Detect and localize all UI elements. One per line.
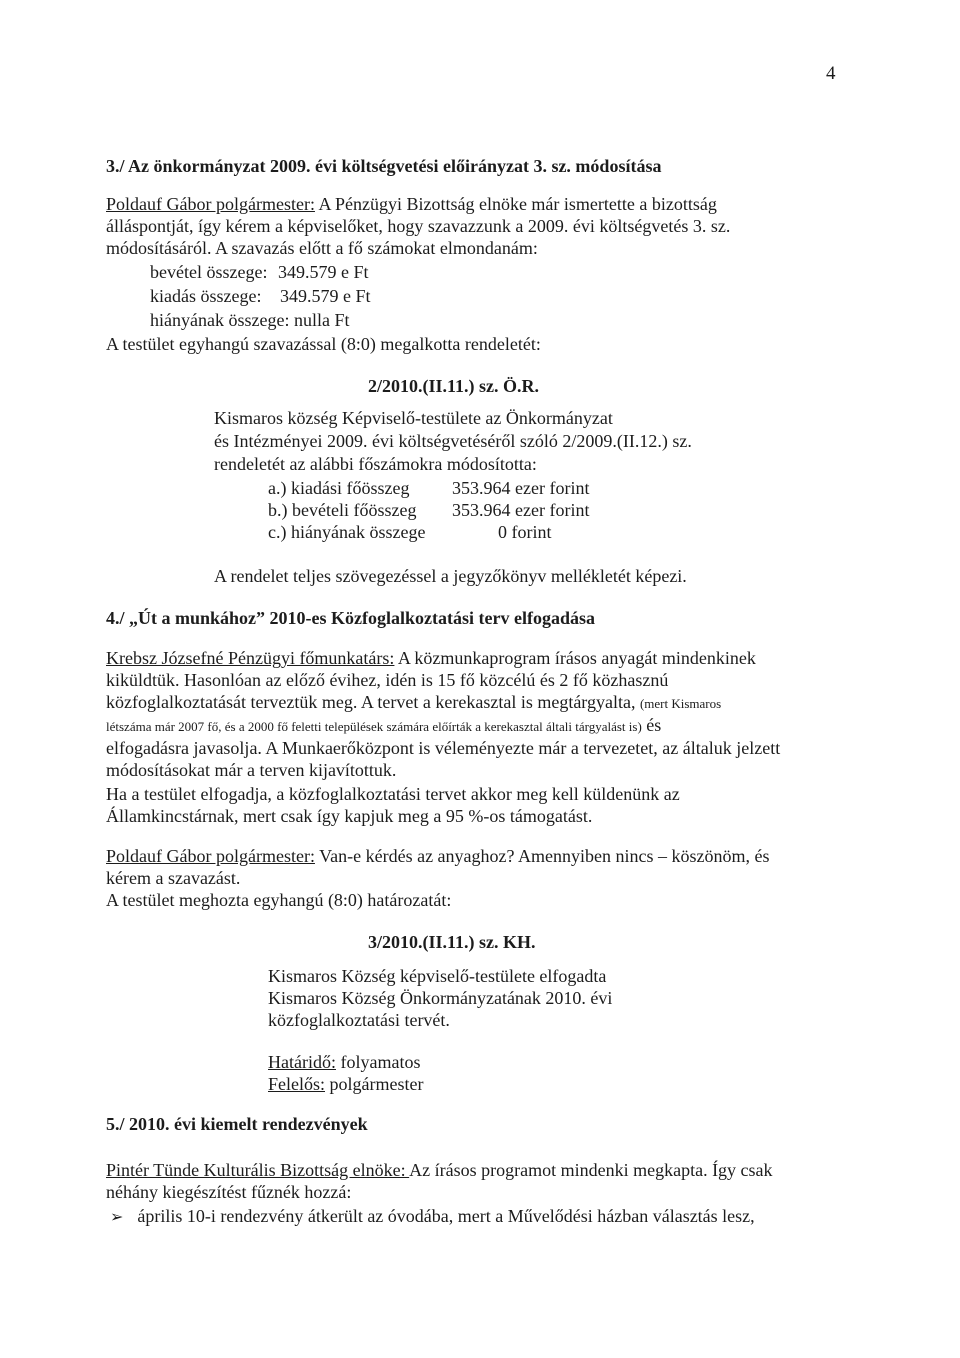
speaker-name: Krebsz Józsefné Pénzügyi főmunkatárs: xyxy=(106,648,395,668)
sec4-line-8: Államkincstárnak, mert csak így kapjuk meg a 95 %-os támogatást. xyxy=(106,806,593,826)
decree-line-3: rendeletét az alábbi főszámokra módosította: xyxy=(214,454,537,474)
sec4-line-9 xyxy=(106,846,770,866)
speaker-name: Pintér Tünde Kulturális Bizottság elnöke: xyxy=(106,1160,410,1180)
deadline-value: folyamatos xyxy=(335,1052,421,1072)
responsible-label: Felelős: xyxy=(268,1074,325,1094)
bevetel-row xyxy=(150,262,368,282)
decree-item-b xyxy=(268,500,416,520)
bullet-item xyxy=(110,1206,755,1228)
sec4-line-11: A testület meghozta egyhangú (8:0) határozatát: xyxy=(106,890,452,910)
paragraph-text: Van-e kérdés az anyaghoz? Amennyiben nincs – köszönöm, és xyxy=(314,846,770,866)
responsible-value: polgármester xyxy=(325,1074,424,1094)
resolution-title: 3/2010.(II.11.) sz. KH. xyxy=(368,932,536,952)
kiadas-label: kiadás összege: xyxy=(150,286,262,306)
decree-item-a xyxy=(268,478,409,498)
decree-line-2: és Intézményei 2009. évi költségvetéséről szóló 2/2009.(II.12.) sz. xyxy=(214,431,692,451)
hiany-row: hiányának összege: nulla Ft xyxy=(150,310,350,330)
item-b-label: b.) bevételi főösszeg xyxy=(268,500,417,520)
section-5-heading: 5./ 2010. évi kiemelt rendezvények xyxy=(106,1114,368,1134)
item-c-value: 0 forint xyxy=(498,522,552,542)
paragraph-note: létszáma már 2007 fő, és a 2000 fő feletti települések számára előírták a kerekasztal általi tárgyalást is) xyxy=(106,719,642,734)
deadline-label: Határidő: xyxy=(268,1052,336,1072)
speaker-name: Poldauf Gábor polgármester: xyxy=(106,194,315,214)
sec3-paragraph-line-2: álláspontját, így kérem a képviselőket, hogy szavazzunk a 2009. évi költségvetés 3. sz. xyxy=(106,216,731,236)
decree-item-c xyxy=(268,522,425,542)
sec4-line-6: módosításokat már a terven kijavítottuk. xyxy=(106,760,397,780)
decree-line-1: Kismaros község Képviselő-testülete az Önkormányzat xyxy=(214,408,613,428)
sec5-line-1 xyxy=(106,1160,773,1180)
paragraph-text: Az írásos programot mindenki megkapta. Így csak xyxy=(409,1160,773,1180)
decree-title: 2/2010.(II.11.) sz. Ö.R. xyxy=(368,376,539,396)
kiadas-row xyxy=(150,286,370,306)
sec4-line-1 xyxy=(106,648,756,668)
sec4-line-5: elfogadásra javasolja. A Munkaerőközpont is véleményezte már a tervezetet, az általuk jelzett xyxy=(106,738,781,758)
paragraph-text: és xyxy=(641,715,662,735)
sec3-paragraph-line-3: módosításáról. A szavazás előtt a fő számokat elmondanám: xyxy=(106,238,538,258)
sec4-line-10: kérem a szavazást. xyxy=(106,868,241,888)
speaker-name: Poldauf Gábor polgármester: xyxy=(106,846,315,866)
arrow-bullet-icon: ➢ xyxy=(110,1209,124,1226)
section-4-heading: 4./ „Út a munkához” 2010-es Közfoglalkoztatási terv elfogadása xyxy=(106,608,595,628)
bevetel-label: bevétel összege: xyxy=(150,262,268,282)
paragraph-text: A Pénzügyi Bizottság elnöke már ismertette a bizottság xyxy=(314,194,717,214)
resolution-line-3: közfoglalkoztatási tervét. xyxy=(268,1010,450,1030)
bullet-text: április 10-i rendezvény átkerült az óvodába, mert a Művelődési házban választás lesz, xyxy=(137,1206,755,1226)
vote-sentence: A testület egyhangú szavazással (8:0) megalkotta rendeletét: xyxy=(106,334,541,354)
kiadas-value: 349.579 e Ft xyxy=(279,286,371,306)
sec4-line-7: Ha a testület elfogadja, a közfoglalkoztatási tervet akkor meg kell küldenünk az xyxy=(106,784,680,804)
sec5-line-2: néhány kiegészítést fűznék hozzá: xyxy=(106,1182,352,1202)
paragraph-text: közfoglalkoztatását terveztük meg. A tervet a kerekasztal is megtárgyalta, xyxy=(106,692,640,712)
sec4-line-3 xyxy=(106,692,721,714)
resolution-line-2: Kismaros Község Önkormányzatának 2010. évi xyxy=(268,988,613,1008)
item-b-value: 353.964 ezer forint xyxy=(452,500,590,520)
sec4-line-4 xyxy=(106,715,661,737)
paragraph-text: A közmunkaprogram írásos anyagát mindenkinek xyxy=(394,648,756,668)
paragraph-note: (mert Kismaros xyxy=(639,696,722,711)
page-number: 4 xyxy=(826,63,836,84)
sec3-paragraph-line-1 xyxy=(106,194,717,214)
decree-closing: A rendelet teljes szövegezéssel a jegyzőkönyv mellékletét képezi. xyxy=(214,566,687,586)
sec4-line-2: kiküldtük. Hasonlóan az előző évihez, idén is 15 fő közcélú és 2 fő közhasznú xyxy=(106,670,669,690)
responsible-row xyxy=(268,1074,423,1094)
item-a-value: 353.964 ezer forint xyxy=(452,478,590,498)
resolution-line-1: Kismaros Község képviselő-testülete elfogadta xyxy=(268,966,607,986)
section-3-heading: 3./ Az önkormányzat 2009. évi költségvetési előirányzat 3. sz. módosítása xyxy=(106,156,662,176)
item-c-label: c.) hiányának összege xyxy=(268,522,426,542)
item-a-label: a.) kiadási főösszeg xyxy=(268,478,410,498)
bevetel-value: 349.579 e Ft xyxy=(277,262,369,282)
deadline-row xyxy=(268,1052,420,1072)
